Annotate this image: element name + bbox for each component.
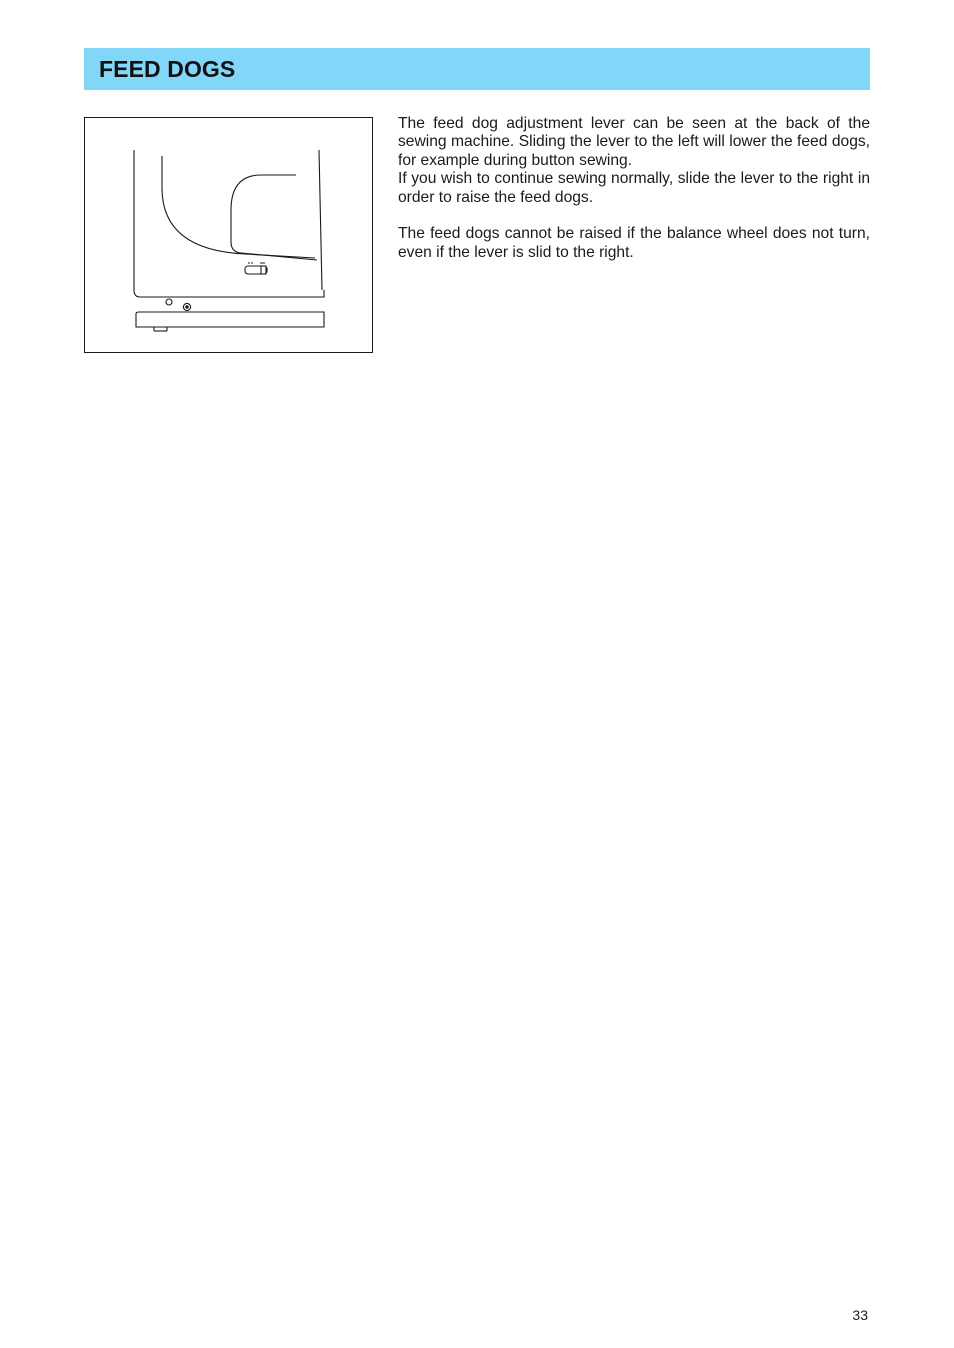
instruction-text xyxy=(398,115,870,262)
instruction-paragraph-1-line-2: If you wish to continue sewing normally, slide the lever to the right in order to raise the feed dogs. xyxy=(398,170,870,206)
instruction-paragraph-1-line-1: The feed dog adjustment lever can be seen at the back of the sewing machine. Sliding the lever to the left will lower the feed dogs, for example during button sewing. xyxy=(398,115,870,169)
machine-right-edge xyxy=(319,150,322,290)
instruction-paragraph-2: The feed dogs cannot be raised if the balance wheel does not turn, even if the lever is slid to the right. xyxy=(398,225,870,261)
feed-dog-lever-knob xyxy=(261,266,266,274)
machine-inner-opening xyxy=(231,175,317,260)
hole-icon xyxy=(166,299,172,305)
section-title: FEED DOGS xyxy=(99,56,236,82)
feed-dog-lever-illustration xyxy=(84,117,373,353)
machine-arm-curve xyxy=(162,156,315,258)
machine-base-plate xyxy=(136,312,324,327)
sewing-machine-back-drawing xyxy=(85,118,372,352)
section-title-bar xyxy=(84,48,870,90)
page-number: 33 xyxy=(852,1307,868,1323)
